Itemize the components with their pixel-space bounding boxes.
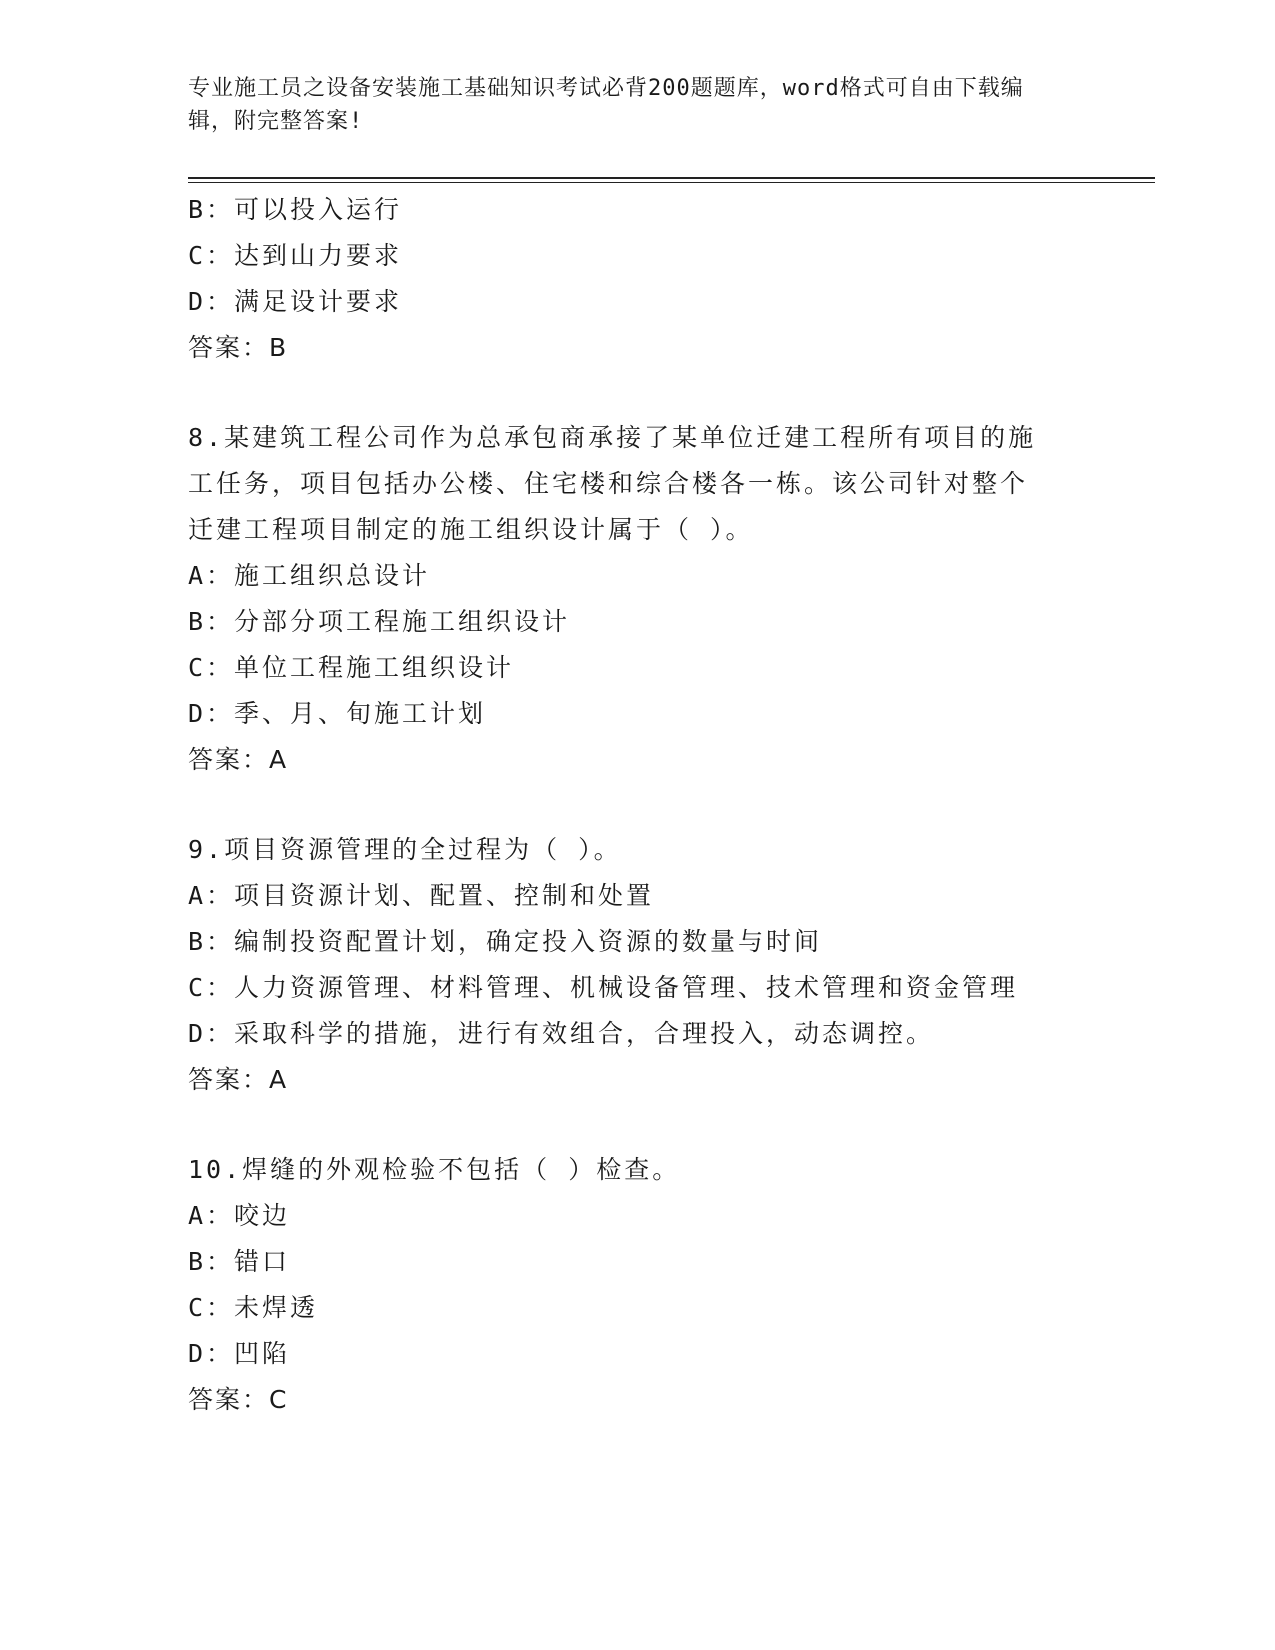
option-c: C：人力资源管理、材料管理、机械设备管理、技术管理和资金管理: [188, 973, 1019, 1002]
document-header: [188, 72, 1068, 138]
question-text-line: 迁建工程项目制定的施工组织设计属于（ ）。: [188, 515, 754, 544]
question-text-line: 9.项目资源管理的全过程为（ ）。: [188, 835, 622, 864]
option-b: B：编制投资配置计划，确定投入资源的数量与时间: [188, 927, 823, 956]
option-d: D：季、月、旬施工计划: [188, 699, 487, 728]
answer-line: 答案：B: [188, 333, 289, 362]
question-9: [188, 827, 1088, 1103]
question-10: [188, 1147, 1088, 1423]
header-rule-thick: [188, 177, 1155, 179]
question-8: [188, 415, 1088, 783]
option-a: A：施工组织总设计: [188, 561, 431, 590]
option-b: B：可以投入运行: [188, 195, 403, 224]
prev-question: [188, 187, 1088, 371]
header-rule-thin: [188, 182, 1155, 183]
option-b: B：错口: [188, 1247, 291, 1276]
question-text-line: 10.焊缝的外观检验不包括（ ）检查。: [188, 1155, 681, 1184]
question-content: [188, 187, 1088, 1423]
option-d: D：满足设计要求: [188, 287, 403, 316]
option-d: D：采取科学的措施，进行有效组合，合理投入，动态调控。: [188, 1019, 935, 1048]
header-title: 专业施工员之设备安装施工基础知识考试必背200题题库，word格式可自由下载编辑，附完整答案!: [188, 76, 1024, 134]
answer-line: 答案：A: [188, 1065, 289, 1094]
answer-line: 答案：A: [188, 745, 289, 774]
option-a: A：项目资源计划、配置、控制和处置: [188, 881, 655, 910]
option-b: B：分部分项工程施工组织设计: [188, 607, 571, 636]
option-c: C：未焊透: [188, 1293, 319, 1322]
option-c: C：单位工程施工组织设计: [188, 653, 515, 682]
question-text-line: 工任务，项目包括办公楼、住宅楼和综合楼各一栋。该公司针对整个: [188, 469, 1029, 498]
answer-line: 答案：C: [188, 1385, 289, 1414]
question-text-line: 8.某建筑工程公司作为总承包商承接了某单位迁建工程所有项目的施: [188, 423, 1037, 452]
option-a: A：咬边: [188, 1201, 291, 1230]
option-c: C：达到山力要求: [188, 241, 403, 270]
option-d: D：凹陷: [188, 1339, 291, 1368]
